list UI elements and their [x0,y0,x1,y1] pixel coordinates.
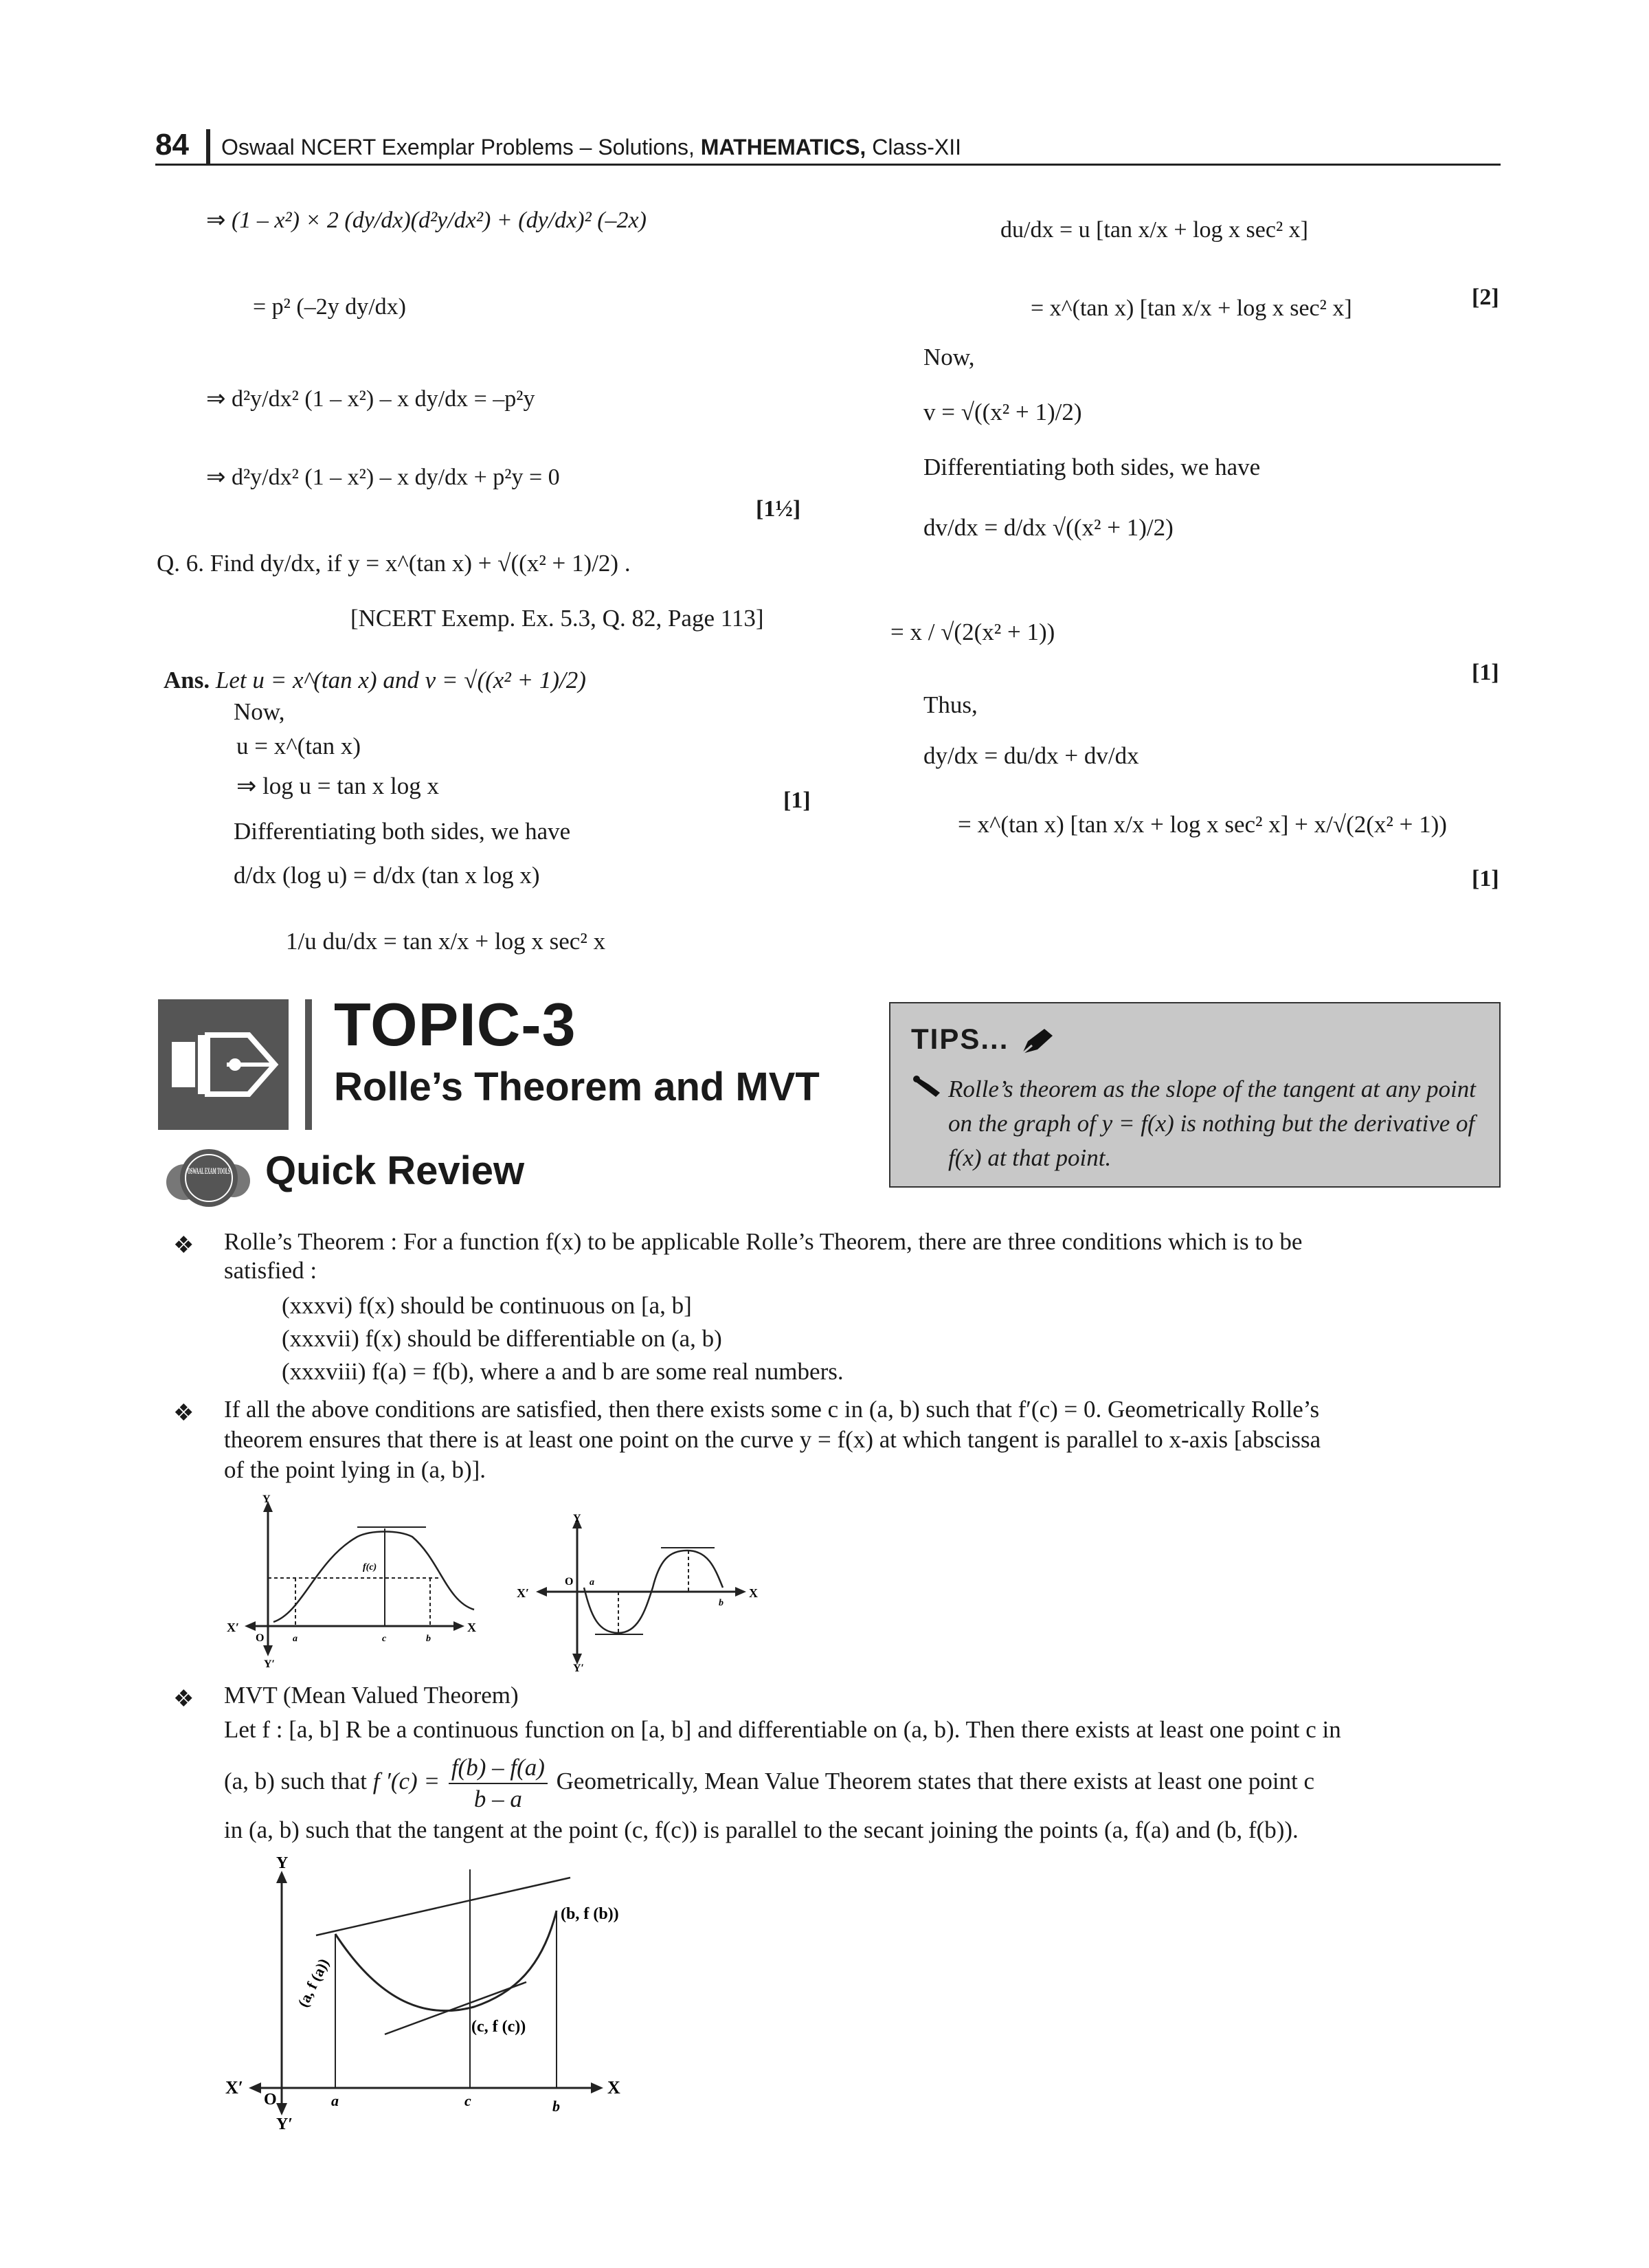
mvt-formula-numerator: f(b) – f(a) [449,1753,548,1784]
fig3-origin-label: O [264,2091,277,2109]
marks-1c: [1] [1472,866,1499,891]
mvt-formula-fraction [449,1753,548,1814]
fig3-yneg-label: Y′ [276,2115,293,2133]
badge-text: OSWAAL EXAM TOOLS [188,1166,230,1176]
header-rule [155,164,1501,166]
now-label-2: Now, [923,344,975,370]
mvt-line-1: Let f : [a, b] R be a continuous function on [a, b] and differentiable on (a, b). Then there exists at least one point c in [224,1716,1341,1743]
running-title-subject: MATHEMATICS, [700,135,866,159]
log-derivative-equation: d/dx (log u) = d/dx (tan x log x) [234,862,540,889]
differentiating-text-2: Differentiating both sides, we have [923,454,1261,480]
rolle-geometric-line-3: of the point lying in (a, b)]. [224,1456,486,1483]
topic-subtitle: Rolle’s Theorem and MVT [334,1065,820,1109]
fig3-xneg-label: X′ [225,2078,244,2098]
eq1-arrow: ⇒ [206,208,226,233]
fig3-b-label: b [552,2098,560,2115]
header-divider [206,129,210,164]
equation-4: ⇒ d²y/dx² (1 – x²) – x dy/dx + p²y = 0 [206,465,560,490]
fig3-y-label: Y [276,1854,289,1872]
v-definition: v = √((x² + 1)/2) [923,399,1082,425]
topic-icon-box [158,999,289,1130]
tips-box [889,1002,1501,1188]
now-label-1: Now, [234,698,285,725]
marks-1a: [1] [783,788,811,813]
topic-divider-bar [305,999,312,1130]
running-title-class: Class-XII [866,135,961,159]
eq1-body: (1 – x²) × 2 (dy/dx)(d²y/dx²) + (dy/dx)² (–2x) [232,208,647,233]
pen-icon [1018,1025,1058,1058]
answer-definitions: Let u = x^(tan x) and v = √((x² + 1)/2) [215,667,586,693]
fig3-x-label: X [607,2078,620,2098]
du-equation-2: = x^(tan x) [tan x/x + log x sec² x] [1031,296,1352,321]
fig3-point-a: (a, f (a)) [294,1955,333,2010]
fig2-yneg-label: Y′ [573,1663,585,1674]
fig1-a-label: a [293,1634,298,1644]
condition-continuous: (xxxvi) f(x) should be continuous on [a, b] [282,1292,692,1319]
tips-title [911,1023,1058,1058]
condition-equal-endpoints: (xxxviii) f(a) = f(b), where a and b are some real numbers. [282,1358,844,1385]
tips-title-text: TIPS... [911,1023,1009,1055]
fig3-c-label: c [464,2092,471,2109]
rolle-geometric-line-2: theorem ensures that there is at least one point on the curve y = f(x) at which tangent is parallel to x-axis [abscissa [224,1426,1321,1453]
fig1-yneg-label: Y′ [264,1658,276,1670]
answer-label: Ans. [164,667,210,693]
answer-line-1 [164,667,586,694]
fig2-a-label: a [590,1577,594,1588]
fig1-origin-label: O [256,1632,265,1644]
log-derivative-result: 1/u du/dx = tan x/x + log x sec² x [286,928,606,955]
dv-result: = x / √(2(x² + 1)) [890,619,1055,645]
mvt-line-3: in (a, b) such that the tangent at the point (c, f(c)) is parallel to the secant joining the points (a, f(a) and (b, f(b)). [224,1816,1299,1843]
running-title [221,135,961,160]
fig2-origin-label: O [565,1576,574,1588]
condition-differentiable: (xxxvii) f(x) should be differentiable on (a, b) [282,1325,722,1352]
fig2-x-label: X [749,1586,758,1600]
rolle-theorem-line-1: Rolle’s Theorem : For a function f(x) to be applicable Rolle’s Theorem, there are three conditions which is to be [224,1228,1303,1255]
rolle-geometric-line-1: If all the above conditions are satisfied, then there exists some c in (a, b) such that f′(c) = 0. Geometrically Rolle’s [224,1396,1320,1423]
rolle-figure-maximum [220,1491,481,1670]
marks-2: [2] [1472,285,1499,310]
fig2-xneg-label: X′ [517,1586,530,1600]
mvt-line-2-end: Geometrically, Mean Value Theorem states that there exists at least one point c [556,1768,1315,1795]
du-equation-1: du/dx = u [tan x/x + log x sec² x] [1000,217,1308,243]
mvt-figure [213,1856,625,2131]
fig2-y-label: Y [573,1513,581,1524]
fig3-point-b: (b, f (b)) [561,1905,619,1923]
diamond-bullet-icon: ❖ [173,1687,194,1712]
exam-tools-badge [157,1141,260,1216]
quick-review-title: Quick Review [265,1148,525,1193]
mvt-line-2 [224,1753,1314,1814]
fig3-a-label: a [331,2092,339,2109]
rolle-theorem-line-2: satisfied : [224,1257,317,1284]
fig1-fc-label: f(c) [363,1562,377,1572]
diamond-bullet-icon: ❖ [173,1401,194,1426]
final-answer-equation: = x^(tan x) [tan x/x + log x sec² x] + x/√(2(x² + 1)) [958,811,1447,838]
rolle-figure-min-max [508,1512,770,1674]
tips-text: Rolle’s theorem as the slope of the tangent at any point on the graph of y = f(x) is nothing but the derivative of f(x) at that point. [948,1076,1476,1171]
pen-nib-icon [158,999,289,1130]
topic-title: TOPIC-3 [334,990,576,1058]
mvt-title: MVT (Mean Valued Theorem) [224,1682,519,1709]
question-text: Find dy/dx, if y = x^(tan x) + √((x² + 1)/2) . [210,550,631,577]
page-number: 84 [155,128,189,162]
equation-1 [206,206,647,234]
dv-equation: dv/dx = d/dx √((x² + 1)/2) [923,514,1174,541]
mvt-formula-denominator: b – a [473,1786,522,1812]
diamond-bullet-icon: ❖ [173,1233,194,1258]
fig1-c-label: c [382,1634,387,1644]
mvt-line-2-start: (a, b) such that [224,1768,367,1795]
fig1-xneg-label: X′ [227,1621,240,1634]
fig1-x-label: X [467,1621,476,1634]
running-title-plain: Oswaal NCERT Exemplar Problems – Solutions, [221,135,701,159]
u-definition: u = x^(tan x) [236,733,361,759]
fig2-b-label: b [719,1598,723,1608]
differentiating-text-1: Differentiating both sides, we have [234,818,571,845]
fig1-b-label: b [426,1634,431,1644]
fig3-point-c: (c, f (c)) [471,2018,526,2036]
equation-3: ⇒ d²y/dx² (1 – x²) – x dy/dx = –p²y [206,386,535,412]
question-reference: [NCERT Exemp. Ex. 5.3, Q. 82, Page 113] [350,605,764,632]
pen-bullet-icon [911,1075,943,1102]
question-label: Q. 6. [157,550,205,577]
dy-sum-equation: dy/dx = du/dx + dv/dx [923,742,1139,769]
question-6 [157,550,631,577]
marks-1b: [1] [1472,660,1499,685]
fig1-y-label: Y [262,1493,271,1505]
log-equation: ⇒ log u = tan x log x [236,772,440,799]
equation-2: = p² (–2y dy/dx) [253,294,406,320]
thus-label: Thus, [923,691,978,718]
mvt-formula-lhs: f ′(c) = [372,1768,440,1795]
marks-1-half: [1½] [756,496,801,522]
